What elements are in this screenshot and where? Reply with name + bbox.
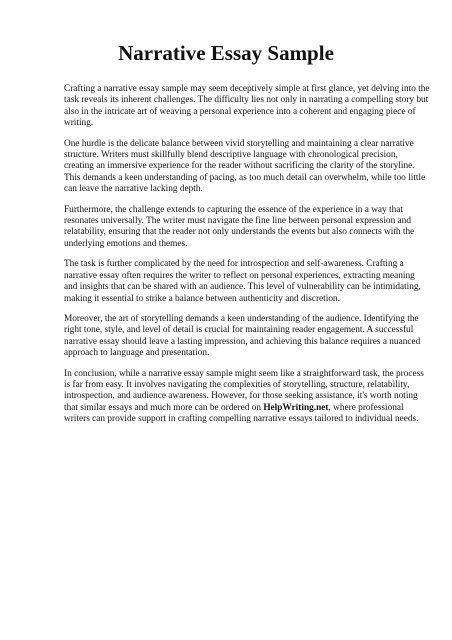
paragraph-4: The task is further complicated by the need for introspection and self-awareness. Crafting a narrative essay often requires the writer to reflect on personal experiences, extracting meaning and insights that can be shared with an audience. This level of vulnerability can be intimidating, making it essential to strike a balance between authenticity and discretion. [64, 259, 421, 304]
conclusion-text-after-link: , where professional writers can provide support in crafting compelling narrative essays tailored to individual needs. [64, 402, 419, 425]
page-title: Narrative Essay Sample [118, 41, 334, 65]
paragraph-5: Moreover, the art of storytelling demands a keen understanding of the audience. Identifying the right tone, style, and level of detail is crucial for maintaining reader engagement. A successful narrative essay should leave a lasting impression, and achieving this balance requires a nuanced approach to language and presentation. [64, 313, 421, 359]
helpwriting-link[interactable]: HelpWriting.net [263, 402, 329, 413]
essay-body [64, 84, 430, 435]
conclusion-text-before-link: In conclusion, while a narrative essay sample might seem like a straightforward task, the process is far from easy. It involves navigating the complexities of storytelling, structure, relatability, introspection, and audience awareness. However, for those seeking assistance, it's worth noting that similar essays and much more can be ordered on [64, 368, 424, 413]
paragraph-3: Furthermore, the challenge extends to capturing the essence of the experience in a way that resonates universally. The writer must navigate the fine line between personal expression and relatability, ensuring that the reader not only understands the events but also connects with the underlying emotions and themes. [64, 204, 415, 249]
paragraph-6 [64, 369, 430, 426]
paragraph-1: Crafting a narrative essay sample may seem deceptively simple at first glance, yet delving into the task reveals its inherent challenges. The difficulty lies not only in narrating a compelling story but also in the intricate art of weaving a personal experience into a coherent and engaging piece of writing. [64, 84, 430, 129]
paragraph-2: One hurdle is the delicate balance between vivid storytelling and maintaining a clear narrative structure. Writers must skillfully blend descriptive language with chronological precision, creating an immersive experience for the reader without sacrificing the clarity of the storyline. This demands a keen understanding of pacing, as too much detail can overwhelm, while too little can leave the narrative lacking depth. [64, 138, 426, 195]
